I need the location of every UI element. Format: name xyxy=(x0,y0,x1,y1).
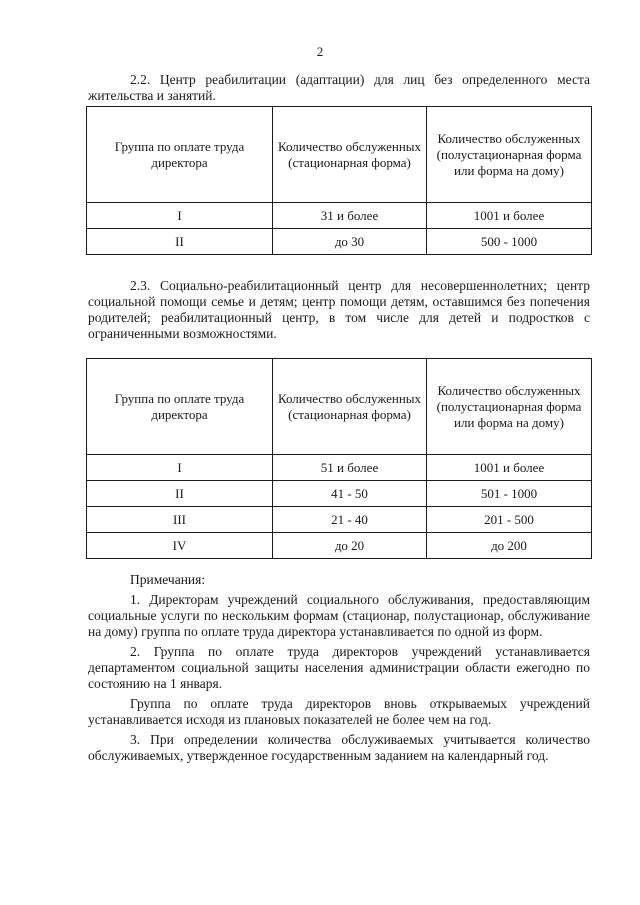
section-2-2-heading: 2.2. Центр реабилитации (адаптации) для лиц без определенного места жительства и занятий. xyxy=(88,72,590,103)
table-row xyxy=(87,507,592,533)
cell-semi: 1001 и более xyxy=(427,203,592,229)
table-2-2 xyxy=(86,106,592,255)
note-2: 2. Группа по оплате труда директоров учреждений устанавливается департаментом социальной защиты населения администрации области ежегодно по состоянию на 1 января. xyxy=(88,644,590,691)
cell-group: I xyxy=(87,203,273,229)
cell-group: IV xyxy=(87,533,273,559)
cell-semi: 500 - 1000 xyxy=(427,229,592,255)
header-semi: Количество обслуженных (полустационарная форма или форма на дому) xyxy=(427,107,592,203)
cell-group: II xyxy=(87,481,273,507)
header-semi: Количество обслуженных (полустационарная форма или форма на дому) xyxy=(427,359,592,455)
cell-stationary: 41 - 50 xyxy=(273,481,427,507)
cell-stationary: 31 и более xyxy=(273,203,427,229)
cell-semi: 1001 и более xyxy=(427,455,592,481)
note-2b: Группа по оплате труда директоров вновь открываемых учреждений устанавливается исходя из плановых показателей не более чем на год. xyxy=(88,696,590,727)
notes xyxy=(88,572,590,764)
table-row xyxy=(87,455,592,481)
cell-group: II xyxy=(87,229,273,255)
table-row xyxy=(87,203,592,229)
cell-group: III xyxy=(87,507,273,533)
table-row xyxy=(87,229,592,255)
cell-stationary: 51 и более xyxy=(273,455,427,481)
table-header-row xyxy=(87,107,592,203)
table-row xyxy=(87,481,592,507)
section-2-3-heading: 2.3. Социально-реабилитационный центр для несовершеннолетних; центр социальной помощи семье и детям; центр помощи детям, оставшимся без попечения родителей; реабилитационный центр, в том числе для детей и подростков с ограниченными возможностями. xyxy=(88,278,590,341)
cell-semi: до 200 xyxy=(427,533,592,559)
table-row xyxy=(87,533,592,559)
note-1: 1. Директорам учреждений социального обслуживания, предоставляющим социальные услуги по нескольким формам (стационар, полустационар, обслуживание на дому) группа по оплате труда директора устанавливается по одной из форм. xyxy=(88,592,590,639)
notes-title: Примечания: xyxy=(130,572,206,587)
header-group: Группа по оплате труда директора xyxy=(87,359,273,455)
cell-semi: 201 - 500 xyxy=(427,507,592,533)
table-header-row xyxy=(87,359,592,455)
page-number: 2 xyxy=(316,44,324,59)
header-stationary: Количество обслуженных (стационарная форма) xyxy=(273,359,427,455)
cell-semi: 501 - 1000 xyxy=(427,481,592,507)
table-2-3 xyxy=(86,358,592,559)
note-3: 3. При определении количества обслуживаемых учитывается количество обслуживаемых, утвержденное государственным заданием на календарный год. xyxy=(88,732,590,763)
header-stationary: Количество обслуженных (стационарная форма) xyxy=(273,107,427,203)
cell-stationary: до 20 xyxy=(273,533,427,559)
cell-stationary: до 30 xyxy=(273,229,427,255)
header-group: Группа по оплате труда директора xyxy=(87,107,273,203)
cell-stationary: 21 - 40 xyxy=(273,507,427,533)
cell-group: I xyxy=(87,455,273,481)
